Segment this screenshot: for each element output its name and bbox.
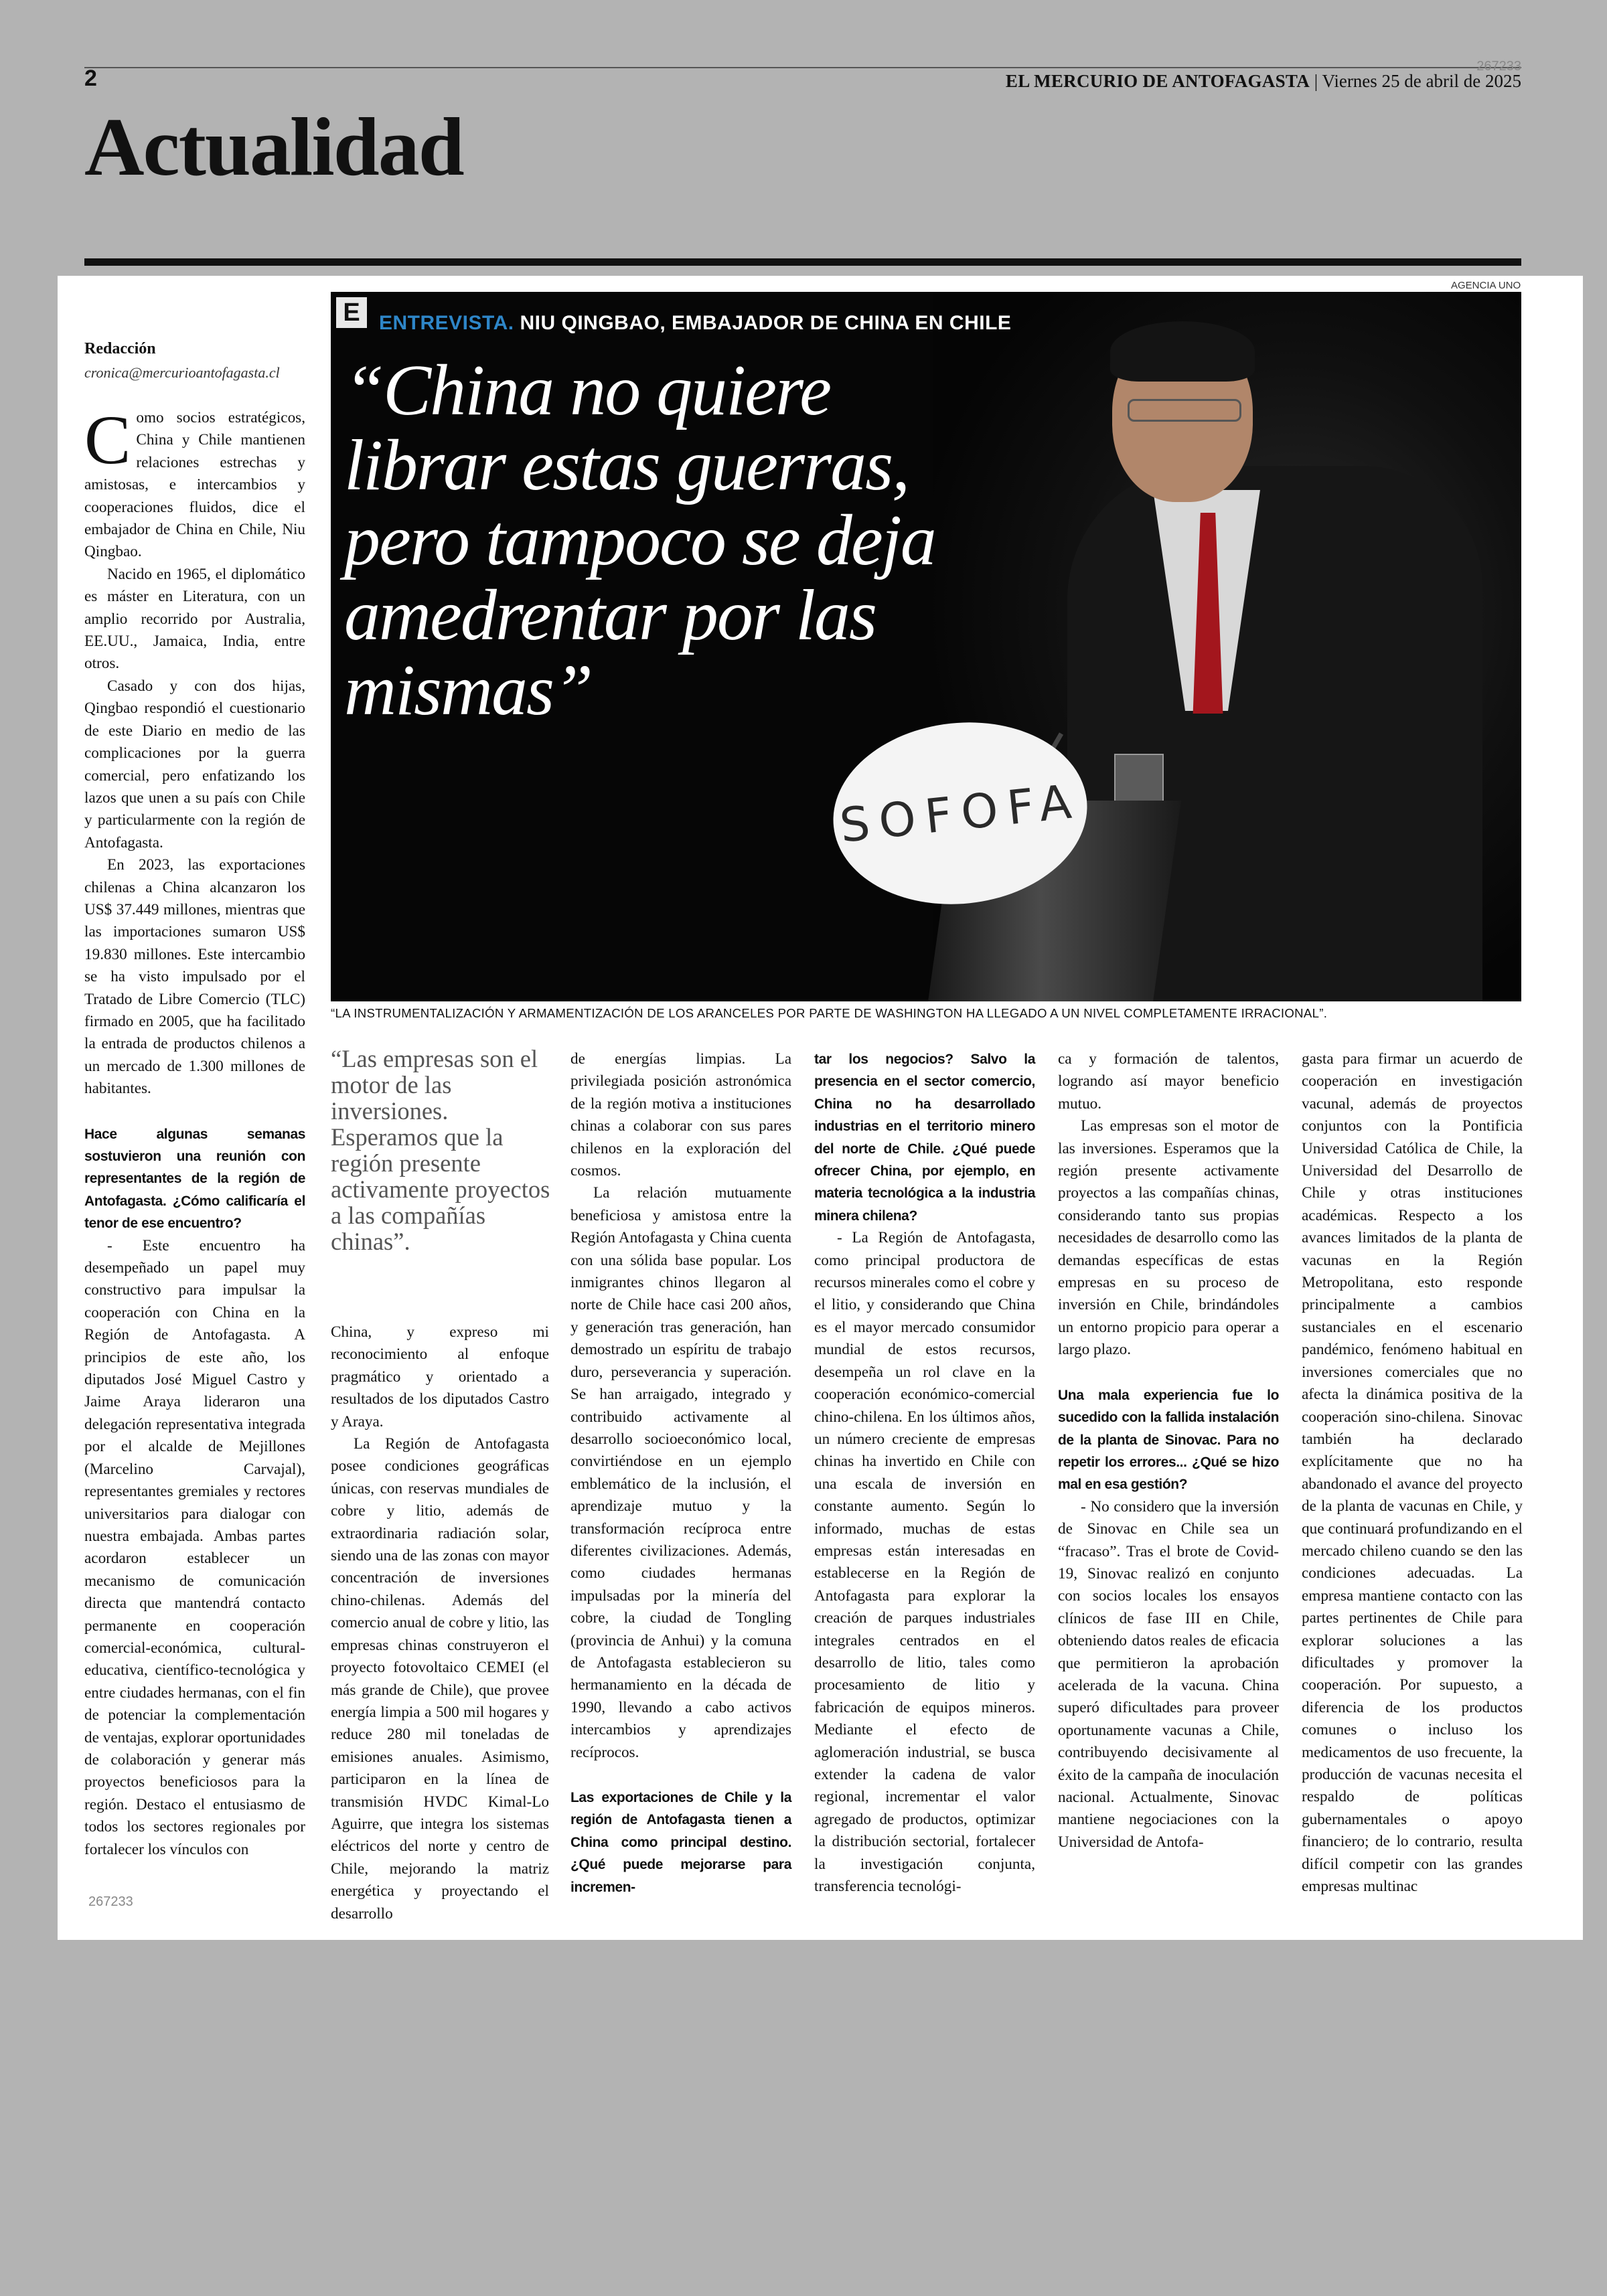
- column-6: [1302, 1048, 1523, 1898]
- column-4: [814, 1048, 1035, 1898]
- paragraph: ca y formación de talentos, logrando así mayor beneficio mutuo.: [1058, 1050, 1279, 1113]
- section-rule: [84, 258, 1521, 266]
- lead-text: omo socios estratégicos, China y Chile mantienen relaciones estrechas y amistosas, e intercambios y cooperaciones fluidos, dice el embajador de China en Chile, Niu Qingbao.: [84, 409, 305, 561]
- headline: “China no quiere librar estas guerras, pero tampoco se deja amedrentar por las mismas”: [344, 351, 935, 730]
- page-code-bottom: 267233: [88, 1894, 133, 1909]
- publication-header: EL MERCURIO DE ANTOFAGASTA | Viernes 25 de abril de 2025: [1005, 71, 1521, 91]
- photo-caption: “LA INSTRUMENTALIZACIÓN Y ARMAMENTIZACIÓN DE LOS ARANCELES POR PARTE DE WASHINGTON HA LLEGADO A UN NIVEL COMPLETAMENTE IRRACIONAL”.: [331, 1006, 1328, 1020]
- column-1: [84, 402, 305, 1861]
- column-3: [570, 1048, 791, 1898]
- section-badge: E: [336, 297, 367, 328]
- byline-email[interactable]: cronica@mercurioantofagasta.cl: [84, 364, 280, 381]
- paragraph: Nacido en 1965, el diplomático es máster en Literatura, con un amplio recorrido por Australia, EE.UU., Jamaica, India, entre otros.: [84, 565, 305, 673]
- paragraph: - No considero que la inversión de Sinovac en Chile sea un “fracaso”. Tras el brote de Covid-19, Sinovac realizó en conjunto con socios locales los ensayos clínicos de fase III en Chile, obteniendo datos reales de eficacia que permitieron la aprobación acelerada de la vacuna. China superó dificultades para proveer oportunamente vacunas a Chile, contribuyendo decisivamente al éxito de la campaña de inoculación nacional. Actualmente, Sinovac mantiene negociaciones con la Universidad de Antofa-: [1058, 1497, 1279, 1851]
- paragraph: Casado y con dos hijas, Qingbao respondió el cuestionario de este Diario en medio de las complicaciones por la guerra comercial, pero enfatizando los lazos que unen a su país con Chile y particularmente con la región de Antofagasta.: [84, 677, 305, 851]
- paragraph: China, y expreso mi reconocimiento al enfoque pragmático y orientado a resultados de los diputados Castro y Araya.: [331, 1323, 549, 1430]
- kicker-text: NIU QINGBAO, EMBAJADOR DE CHINA EN CHILE: [520, 312, 1012, 334]
- page-number: 2: [84, 66, 97, 91]
- column-2: [331, 1321, 549, 1925]
- person-glasses: [1128, 399, 1241, 422]
- top-rule: [84, 67, 1521, 68]
- publication-name: EL MERCURIO DE ANTOFAGASTA: [1005, 71, 1310, 91]
- paragraph: En 2023, las exportaciones chilenas a China alcanzaron los US$ 37.449 millones, mientras que las importaciones sumaron US$ 19.830 millones. Este intercambio se ha visto impulsado por el Tratado de Libre Comercio (TLC) firmado en 2005, que ha facilitado la entrada de productos chilenos a un mercado de 1.300 millones de habitantes.: [84, 856, 305, 1098]
- column-5: [1058, 1048, 1279, 1854]
- byline-author: Redacción: [84, 340, 156, 357]
- paragraph: - Este encuentro ha desempeñado un papel muy constructivo para impulsar la cooperación con China en la Región de Antofagasta. A principios de este año, los diputados José Miguel Castro y Jaime Araya lideraron una delegación representativa integrada por el alcalde de Mejillones (Marcelino Carvajal), representantes gremiales y rectores universitarios para dialogar con nuestra embajada. Ambas partes acordaron establecer un mecanismo de comunicación directa que mantendrá contacto permanente en cooperación comercial-económica, cultural-educativa, científico-tecnológica y entre ciudades hermanas, con el fin de potenciar la complementación de ventajas, explorar oportunidades de colaboración y generar más proyectos beneficiosos para la región. Destaco el entusiasmo de todos los sectores regionales por fortalecer los vínculos con: [84, 1236, 305, 1858]
- pull-quote: “Las empresas son el motor de las inversiones. Esperamos que la región presente activamente proyectos a las compañías chinas”.: [331, 1045, 550, 1255]
- section-title: Actualidad: [84, 101, 463, 193]
- lead-paragraph: [84, 402, 305, 564]
- question: tar los negocios? Salvo la presencia en el sector comercio, China no ha desarrollado industrias en el territorio minero del norte de Chile. ¿Qué puede ofrecer China, por ejemplo, en materia tecnológica a la industria minera chilena?: [814, 1052, 1035, 1224]
- photo-credit: AGENCIA UNO: [1451, 280, 1521, 291]
- podium-logo-text: SOFOFA: [837, 773, 1083, 853]
- person-hair: [1110, 321, 1255, 382]
- publication-date: Viernes 25 de abril de 2025: [1322, 71, 1521, 91]
- kicker-label: ENTREVISTA.: [379, 312, 514, 334]
- kicker: [379, 312, 1011, 335]
- paragraph: La relación mutuamente beneficiosa y amistosa entre la Región Antofagasta y China cuenta con una sólida base popular. Los inmigrantes chinos llegaron al norte de Chile hace casi 200 años, y generación tras generación, han demostrado un espíritu de trabajo duro, perseverancia y superación. Se han arraigado, integrado y contribuido activamente al desarrollo socioeconómico local, convirtiéndose en un ejemplo emblemático de la inclusión, el aprendizaje mutuo y la transformación recíproca entre diferentes civilizaciones. Además, como ciudades hermanas impulsadas por la minería del cobre, la ciudad de Tongling (provincia de Anhui) y la comuna de Antofagasta establecieron su hermanamiento en la década de 1990, llevando a cabo activos intercambios y aprendizajes recíprocos.: [570, 1184, 791, 1761]
- paragraph: gasta para firmar un acuerdo de cooperación en investigación vacunal, además de proyectos conjuntos con la Pontificia Universidad Católica de Chile, la Universidad del Desarrollo de Chile y otras instituciones académicas. Respecto a los avances limitados de la planta de vacunas en la Región Metropolitana, esto responde principalmente a cambios sustanciales en el escenario pandémico, fenómeno habitual en inversiones comerciales que no afecta la dinámica positiva de la cooperación sino-chilena. Sinovac también ha declarado explícitamente que no ha abandonado el avance del proyecto de la planta de vacunas en Chile, y que continuará profundizando en el mercado chileno cuando se den las condiciones adecuadas. La empresa mantiene contacto con las partes pertinentes de Chile para explorar soluciones a las dificultades y promover la cooperación. Por supuesto, a diferencia de los productos comunes o incluso los medicamentos de uso frecuente, la producción de vacunas necesita el respaldo de políticas gubernamentales o apoyo financiero; de lo contrario, resulta difícil competir con las grandes empresas multinac: [1302, 1050, 1523, 1896]
- question: Hace algunas semanas sostuvieron una reunión con representantes de la región de Antofagasta. ¿Cómo calificaría el tenor de ese encuentro?: [84, 1126, 305, 1232]
- paragraph: de energías limpias. La privilegiada posición astronómica de la región motiva a instituciones chinas a colaborar con sus pares chilenos en la exploración del cosmos.: [570, 1050, 791, 1180]
- paragraph: Las empresas son el motor de las inversiones. Esperamos que la región presente activamente proyectos a las compañías chinas, considerando tanto sus propias necesidades de desarrollo como las demandas específicas de estas empresas en su proceso de inversión en Chile, brindándoles un entorno propicio para operar a largo plazo.: [1058, 1117, 1279, 1359]
- question: Las exportaciones de Chile y la región de Antofagasta tienen a China como principal destino. ¿Qué puede mejorarse para incremen-: [570, 1790, 791, 1895]
- dropcap: C: [84, 402, 131, 479]
- paragraph: La Región de Antofagasta posee condiciones geográficas únicas, con reservas mundiales de cobre y litio, además de extraordinaria radiación solar, siendo una de las zonas con mayor concentración de inversiones chino-chilenas. Además del comercio anual de cobre y litio, las empresas chinas construyeron el proyecto fotovoltaico CEMEI (el más grande de Chile), que provee energía limpia a 500 mil hogares y reduce 280 mil toneladas de emisiones anuales. Asimismo, participaron en la línea de transmisión HVDC Kimal-Lo Aguirre, que integra los sistemas eléctricos del norte y centro de Chile, mejorando la matriz energética y proyectando el desarrollo: [331, 1435, 549, 1922]
- page-code-top: 267233: [1476, 59, 1521, 74]
- question: Una mala experiencia fue lo sucedido con la fallida instalación de la planta de Sinovac. Para no repetir los errores... ¿Qué se hizo mal en esa gestión?: [1058, 1387, 1279, 1493]
- hero-photo: [331, 292, 1521, 1001]
- paragraph: - La Región de Antofagasta, como principal productora de recursos minerales como el cobre y el litio, y considerando que China es el mayor mercado consumidor mundial de estos recursos, desempeña un rol clave en la cooperación económico-comercial chino-chilena. En los últimos años, un número creciente de empresas chinas ha invertido en Chile con una escala de inversión en constante aumento. Según lo informado, muchas de estas empresas están interesadas en establecerse en la Región de Antofagasta para explorar la creación de parques industriales integrales centrados en el desarrollo de litio, tales como procesamiento de litio y fabricación de equipos mineros. Mediante el efecto de aglomeración industrial, se busca extender la cadena de valor regional, incrementar el valor agregado de productos, optimizar la distribución sectorial, fortalecer la investigación conjunta, transferencia tecnológi-: [814, 1229, 1035, 1896]
